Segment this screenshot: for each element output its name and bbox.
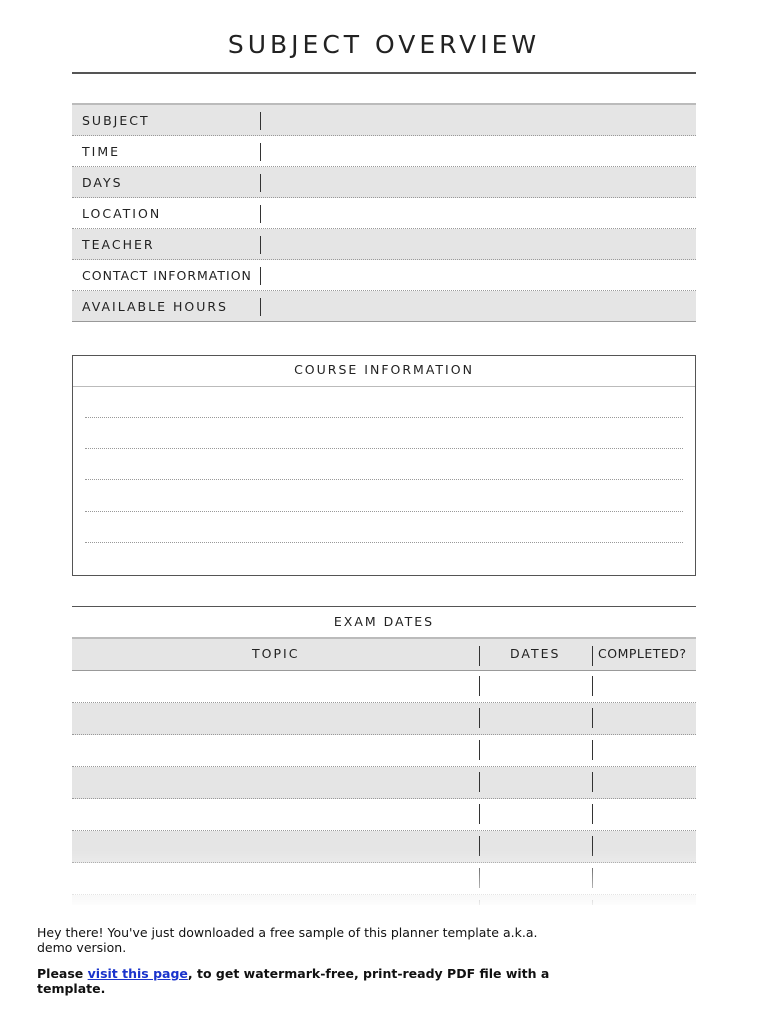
column-divider [592, 804, 593, 824]
location-field[interactable] [268, 202, 692, 224]
column-divider [479, 740, 480, 760]
column-divider [479, 676, 480, 696]
writing-line[interactable] [85, 479, 683, 480]
notice-cta-prefix: Please [37, 966, 88, 981]
column-divider [592, 772, 593, 792]
info-row-contact [72, 260, 696, 291]
column-header-topic: TOPIC [252, 646, 300, 661]
exam-dates-heading: EXAM DATES [72, 606, 696, 637]
days-field[interactable] [268, 171, 692, 193]
info-label: AVAILABLE HOURS [82, 299, 228, 314]
info-label: TIME [82, 144, 121, 159]
dates-cell[interactable] [482, 803, 590, 825]
table-row [72, 799, 696, 831]
demo-notice [0, 905, 768, 1024]
writing-line[interactable] [85, 542, 683, 543]
completed-cell[interactable] [595, 675, 695, 697]
column-divider [260, 267, 261, 285]
table-row [72, 703, 696, 735]
dates-cell[interactable] [482, 707, 590, 729]
completed-cell[interactable] [595, 771, 695, 793]
teacher-field[interactable] [268, 233, 692, 255]
info-label: SUBJECT [82, 113, 150, 128]
dates-cell[interactable] [482, 675, 590, 697]
dates-cell[interactable] [482, 771, 590, 793]
column-divider [592, 646, 593, 666]
writing-line[interactable] [85, 417, 683, 418]
column-divider [479, 772, 480, 792]
column-divider [479, 804, 480, 824]
dates-cell[interactable] [482, 739, 590, 761]
table-row [72, 671, 696, 703]
info-label: TEACHER [82, 237, 155, 252]
column-divider [260, 112, 261, 130]
page-title: SUBJECT OVERVIEW [227, 30, 541, 59]
column-divider [260, 174, 261, 192]
visit-page-link[interactable]: visit this page [87, 966, 188, 981]
topic-cell[interactable] [72, 739, 477, 761]
column-divider [479, 646, 480, 666]
info-row-days [72, 167, 696, 198]
column-header-dates: DATES [510, 646, 561, 661]
column-divider [260, 298, 261, 316]
column-divider [592, 740, 593, 760]
title-divider [72, 72, 696, 74]
column-header-completed: COMPLETED? [598, 646, 687, 661]
course-information-heading: COURSE INFORMATION [73, 356, 695, 387]
info-label: DAYS [82, 175, 123, 190]
info-row-location [72, 198, 696, 229]
notice-call-to-action [37, 966, 567, 996]
subject-info-table [72, 103, 696, 322]
subject-field[interactable] [268, 109, 692, 131]
course-information-box [72, 355, 696, 576]
completed-cell[interactable] [595, 803, 695, 825]
topic-cell[interactable] [72, 707, 477, 729]
topic-cell[interactable] [72, 771, 477, 793]
available-hours-field[interactable] [268, 295, 692, 317]
completed-cell[interactable] [595, 707, 695, 729]
column-divider [260, 143, 261, 161]
fade-overlay [0, 850, 768, 910]
info-label: LOCATION [82, 206, 162, 221]
info-row-available-hours [72, 291, 696, 321]
column-divider [260, 205, 261, 223]
notice-intro: Hey there! You've just downloaded a free sample of this planner template a.k.a. demo version. [37, 925, 538, 955]
topic-cell[interactable] [72, 675, 477, 697]
column-divider [260, 236, 261, 254]
column-divider [592, 676, 593, 696]
time-field[interactable] [268, 140, 692, 162]
column-divider [592, 708, 593, 728]
column-divider [479, 708, 480, 728]
completed-cell[interactable] [595, 739, 695, 761]
info-row-time [72, 136, 696, 167]
topic-cell[interactable] [72, 803, 477, 825]
info-row-teacher [72, 229, 696, 260]
info-label: CONTACT INFORMATION [82, 268, 252, 283]
contact-information-field[interactable] [268, 264, 692, 286]
exam-table-header [72, 637, 696, 671]
writing-line[interactable] [85, 511, 683, 512]
writing-line[interactable] [85, 448, 683, 449]
info-row-subject [72, 105, 696, 136]
table-row [72, 735, 696, 767]
table-row [72, 767, 696, 799]
notice-cta-suffix: , to get watermark-free, print-ready PDF file with a template. [37, 966, 550, 996]
